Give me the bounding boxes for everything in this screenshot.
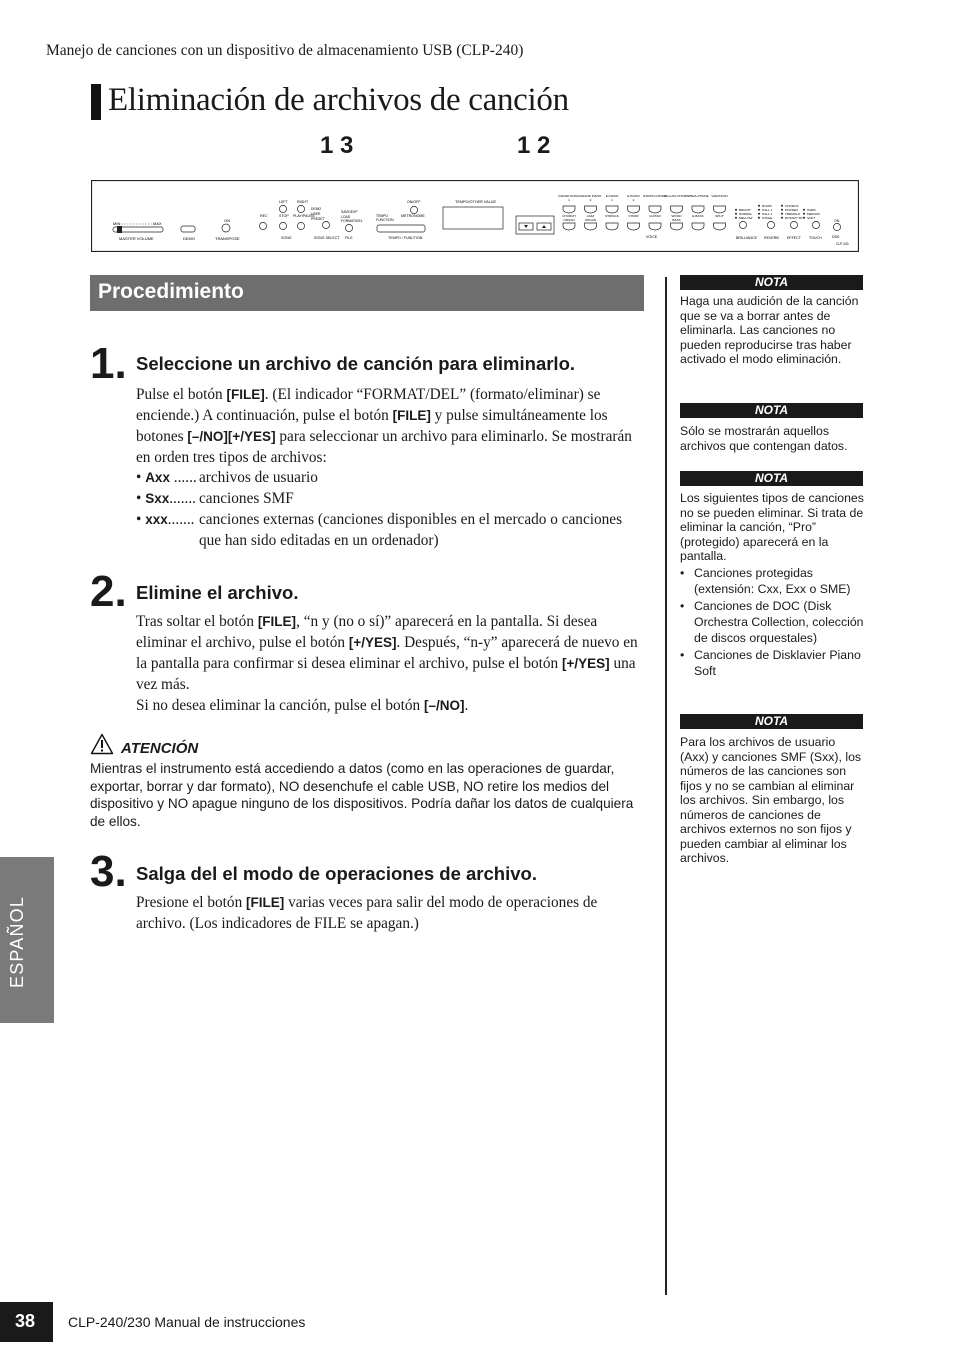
format-del-label: FORMAT/DEL: [341, 219, 363, 223]
voice-button-label: BASS: [672, 218, 681, 222]
step-number: 1.: [90, 339, 127, 388]
song-label: SONG: [281, 236, 292, 240]
yes-button-ref: [+/YES]: [348, 635, 397, 650]
indicator-label: HARD: [807, 208, 816, 212]
step-heading: Seleccione un archivo de canción para eliminarlo.: [136, 353, 576, 374]
max-label: MAX: [153, 221, 162, 226]
voice-label: VOICE: [646, 235, 658, 239]
indicator-led: [781, 205, 783, 207]
effect-button: [790, 221, 797, 228]
indicator-led: [735, 217, 737, 219]
indicator-led: [803, 209, 805, 211]
load-label: LOAD: [341, 215, 351, 219]
indicator-label: MEDIUM: [807, 212, 820, 216]
voice-button: [628, 223, 640, 230]
callout-step-label: 1 3: [320, 132, 354, 159]
step-heading: Elimine el archivo.: [136, 582, 299, 603]
metronome-label: METRONOME: [401, 214, 425, 218]
save-exp-label: SAVE/EXP: [341, 210, 358, 214]
left-button: [279, 205, 286, 212]
file-button-ref: [FILE]: [226, 387, 265, 402]
indicator-label: NORMAL: [739, 212, 753, 216]
step-number: 3.: [90, 847, 127, 896]
voice-button: [714, 223, 726, 230]
indicator-led: [781, 209, 783, 211]
indicator-led: [781, 213, 783, 215]
play-pause-label: PLAY/PAUSE: [293, 214, 315, 218]
indicator-label: PHASER: [785, 208, 798, 212]
song-select-label: SONG SELECT: [314, 236, 340, 240]
step-body: Tras soltar el botón [FILE], “n y (no o sí)” aparecerá en la pantalla. Si desea eliminar el archivo, pulse el botón [+/YES]. Después, “n-y” aparecerá de nuevo en la pantalla para confirmar si desea eliminar el archivo, pulse el botón [+/YES] una vez más. Si no desea eliminar la canción, pulse el botón [–/NO].: [136, 613, 638, 714]
on-label: ON: [224, 218, 230, 223]
indicator-label: BRIGHT: [739, 208, 751, 212]
voice-button-label: GRAND PIANO: [558, 194, 580, 198]
list-item: • xxx.......: [136, 511, 195, 528]
voice-button-label: 1: [611, 198, 613, 202]
voice-button: [692, 223, 704, 230]
right-button: [297, 205, 304, 212]
right-label: RIGHT: [297, 200, 309, 204]
title-accent-bar: [91, 84, 101, 120]
voice-button-label: 1: [568, 198, 570, 202]
step-body: Pulse el botón [FILE]. (El indicador “FORMAT/DEL” (formato/eliminar) se enciende.) A continuación, pulse el botón [FILE] y pulse simultáneamente los botones [–/NO][+/YES] para seleccionar un archivo para eliminarlo. Se mostrarán en orden tres tipos de archivos:: [136, 386, 632, 466]
indicator-label: MELLOW: [739, 216, 753, 220]
page-title: Eliminación de archivos de canción: [108, 82, 569, 118]
step-body: Presione el botón [FILE] varias veces para salir del modo de operaciones de archivo. (Los indicadores de FILE se apagan.): [136, 894, 598, 932]
voice-button-label: ORGAN: [584, 218, 597, 222]
dde-button: [833, 223, 840, 230]
min-label: MIN: [113, 221, 121, 226]
list-item: • Canciones protegidas (extensión: Cxx, Exx o SME): [680, 565, 864, 597]
indicator-led: [758, 209, 760, 211]
indicator-led: [735, 209, 737, 211]
callout-step-label: 1 2: [517, 132, 551, 159]
voice-button-label: CHOIR: [628, 214, 639, 218]
voice-button-label: GRAND PIANO: [579, 194, 602, 198]
language-tab: [0, 857, 54, 1023]
left-label: LEFT: [279, 200, 288, 204]
stop-button: [279, 222, 286, 229]
indicator-label: HALL 2: [762, 212, 773, 216]
voice-button-label: VIBRA-PHONE: [687, 194, 709, 198]
voice-button: [628, 206, 640, 213]
file-button-ref: [FILE]: [392, 408, 431, 423]
list-item-desc: archivos de usuario: [199, 469, 318, 486]
note-text: Haga una audición de la canción que se va a borrar antes de eliminarla. Las canciones no pueden reproducirse tras haber activado el modo eliminación.: [680, 294, 859, 366]
voice-button-label: STRINGS: [605, 214, 619, 218]
effect-label: EFFECT: [787, 236, 801, 240]
master-volume-label: MASTER VOLUME: [119, 236, 154, 241]
indicator-label: CHORUS: [785, 204, 799, 208]
demo-indicator-label: DEMO: [311, 207, 322, 211]
file-button-ref: [FILE]: [246, 895, 285, 910]
transpose-button: [222, 224, 230, 232]
voice-button-label: SPLIT: [715, 214, 724, 218]
rec-button: [259, 222, 266, 229]
indicator-led: [803, 213, 805, 215]
caution-label: ATENCIÓN: [121, 740, 199, 757]
voice-button: [563, 206, 575, 213]
demo-label: DEMO: [183, 236, 195, 241]
indicator-led: [781, 217, 783, 219]
indicator-led: [758, 205, 760, 207]
no-yes-button-ref: [–/NO][+/YES]: [187, 429, 276, 444]
voice-button-label: GUITAR: [649, 214, 661, 218]
procedure-banner: [90, 275, 644, 311]
play-pause-button: [297, 222, 304, 229]
voice-button-label: 2: [589, 198, 592, 202]
brilliance-button: [739, 221, 746, 228]
voice-button-label: 2: [632, 198, 635, 202]
language-tab-label: ESPAÑOL: [7, 895, 27, 988]
dde-on-label: ON: [834, 219, 840, 223]
list-item: • Axx ......: [136, 469, 197, 486]
touch-button: [812, 221, 819, 228]
step-heading: Salga del el modo de operaciones de archivo.: [136, 863, 537, 884]
metronome-button: [410, 206, 417, 213]
voice-button-label: HARPSI-CHORD: [643, 194, 667, 198]
voice-button: [585, 206, 597, 213]
preset-indicator-label: PRESET: [311, 217, 325, 221]
voice-button: [649, 223, 661, 230]
function-indicator-label: FUNCTION: [376, 218, 394, 222]
voice-button-label: E.CLAVI-CHORD: [664, 194, 689, 198]
step-number: 2.: [90, 567, 127, 616]
note-label: NOTA: [680, 714, 863, 729]
file-button: [345, 224, 352, 231]
list-item: • Sxx.......: [136, 490, 196, 507]
note-text: Para los archivos de usuario (Axx) y canciones SMF (Sxx), los números de las canciones son fijos y no se cambian al eliminar los archivos. Sin embargo, los números de canciones de archivos externos no son fijos y pueden cambiar al eliminar los archivos.: [680, 735, 862, 865]
note-label: NOTA: [680, 403, 863, 418]
voice-button: [585, 223, 597, 230]
caution-text: Mientras el instrumento está accediendo a datos (como en las operaciones de guardar, exportar, borrar y dar formato), NO desenchufe el cable USB, NO retire los medios del dispositivo y NO apague ninguno de los dispositivos. Podría dañar los datos de cualquiera de ellos.: [90, 761, 634, 830]
transpose-label: TRANSPOSE: [215, 236, 240, 241]
no-button-ref: [–/NO]: [424, 698, 465, 713]
list-item-desc: canciones externas (canciones disponibles en el mercado o canciones que han sido editadas en un ordenador): [199, 511, 623, 549]
voice-button-label: JAZZ: [586, 214, 595, 218]
indicator-label: ROTARY SP: [785, 216, 803, 220]
tempo-function-buttons: [377, 225, 425, 232]
voice-button-label: CHURCH: [562, 214, 576, 218]
page-number-box: [0, 1302, 53, 1342]
procedure-heading: Procedimiento: [98, 280, 244, 303]
voice-button-label: WOOD: [671, 214, 682, 218]
list-item: • Canciones de DOC (Disk Orchestra Collection, colección de discos orquestales): [680, 598, 864, 646]
indicator-label: TREMOLO: [785, 212, 801, 216]
voice-button-label: ORGAN: [563, 218, 575, 222]
indicator-label: STAGE: [762, 216, 773, 220]
reverb-label: REVERB: [764, 236, 779, 240]
note-label: NOTA: [680, 471, 863, 486]
file-label: FILE: [345, 236, 353, 240]
display-label: TEMPO/OTHER VALUE: [455, 200, 497, 204]
voice-button-label: E.PIANO: [605, 194, 619, 198]
control-panel-diagram: [91, 180, 859, 252]
touch-label: TOUCH: [809, 236, 822, 240]
indicator-led: [735, 213, 737, 215]
tempo-indicator-label: TEMPO: [376, 214, 389, 218]
running-header: Manejo de canciones con un dispositivo de almacenamiento USB (CLP-240): [46, 42, 524, 59]
voice-button: [671, 223, 683, 230]
note-text: Sólo se mostrarán aquellos archivos que contengan datos.: [680, 424, 848, 453]
rec-label: REC: [260, 214, 268, 218]
reverb-button: [767, 221, 774, 228]
voice-button: [692, 206, 704, 213]
yes-button-ref: [+/YES]: [562, 656, 610, 671]
note-list: [680, 565, 864, 680]
led-display: [443, 207, 503, 229]
footer-manual-title: CLP-240/230 Manual de instrucciones: [68, 1314, 306, 1330]
warning-icon: [90, 733, 114, 755]
user-indicator-label: USER: [311, 212, 321, 216]
voice-button: [714, 206, 726, 213]
voice-button: [649, 206, 661, 213]
indicator-led: [803, 217, 805, 219]
indicator-label: HALL 1: [762, 208, 773, 212]
voice-button: [606, 206, 618, 213]
voice-button: [563, 223, 575, 230]
indicator-label: ROOM: [762, 204, 772, 208]
indicator-led: [758, 213, 760, 215]
column-divider: [665, 277, 667, 1295]
list-item-desc: canciones SMF: [199, 490, 294, 507]
voice-button-label: E.BASS: [692, 214, 704, 218]
demo-button: [181, 226, 195, 232]
voice-button: [671, 206, 683, 213]
stop-label: STOP: [279, 214, 289, 218]
page-number: 38: [15, 1311, 36, 1331]
dde-label: DDE: [832, 235, 840, 239]
tempo-function-label: TEMPO / FUNCTION: [388, 236, 423, 240]
voice-button-label: VARIATION: [711, 194, 728, 198]
indicator-led: [758, 217, 760, 219]
note-text: Los siguientes tipos de canciones no se pueden eliminar. Si trata de eliminar la canción, “Pro” (protegido) aparecerá en la pantalla.: [680, 491, 864, 563]
model-label: CLP-240: [836, 242, 849, 246]
voice-button: [606, 223, 618, 230]
list-item: • Canciones de Disklavier Piano Soft: [680, 647, 864, 679]
file-button-ref: [FILE]: [257, 614, 297, 629]
indicator-label: SOFT: [807, 216, 816, 220]
song-select-button: [322, 221, 329, 228]
voice-button-label: E.PIANO: [627, 194, 640, 198]
brilliance-label: BRILLIANCE: [736, 236, 757, 240]
note-label: NOTA: [680, 275, 863, 290]
on-off-label: ON/OFF: [407, 200, 421, 204]
